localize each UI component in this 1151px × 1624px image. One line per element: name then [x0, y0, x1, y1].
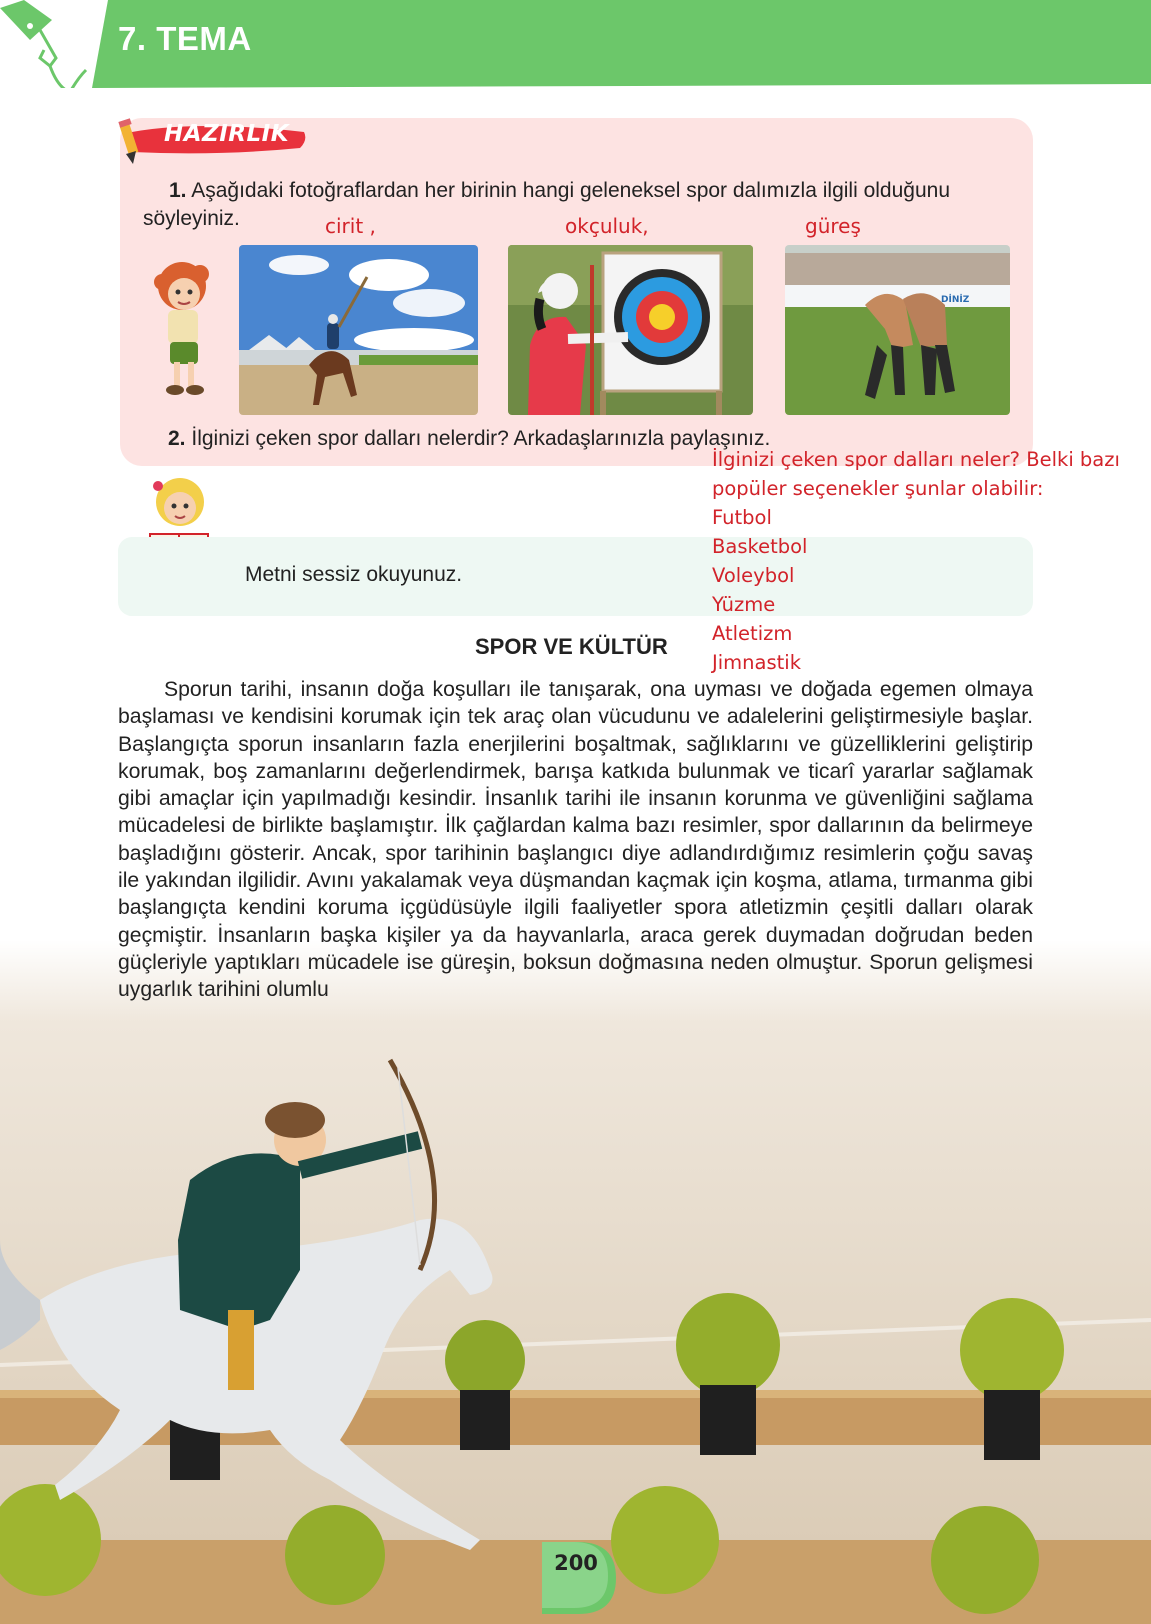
- boy-character-illustration: [148, 258, 220, 398]
- answer-cirit: cirit ,: [325, 214, 376, 238]
- pen-nib-icon: [0, 0, 86, 88]
- preparation-label: HAZIRLIK: [164, 121, 290, 147]
- answer-gures: güreş: [805, 214, 861, 238]
- handwritten-answer: [712, 445, 1151, 677]
- photo-oil-wrestling: [785, 245, 1010, 415]
- question-2-number: 2.: [168, 427, 186, 450]
- photo-cirit-horse-rider: [239, 245, 478, 415]
- answer-line: Jimnastik: [712, 651, 801, 674]
- page-number: 200: [554, 1551, 598, 1575]
- question-1-text: Aşağıdaki fotoğraflardan her birinin hangi geleneksel spor dalımızla ilgili olduğunu söyleyiniz.: [143, 179, 951, 230]
- answer-okculuk: okçuluk,: [565, 214, 649, 238]
- answer-line: Futbol: [712, 506, 772, 529]
- answer-line: popüler seçenekler şunlar olabilir:: [712, 477, 1044, 500]
- question-1-number: 1.: [169, 179, 187, 202]
- question-2: [168, 427, 770, 451]
- background-photo-mounted-archer: [0, 940, 1151, 1624]
- answer-line: İlginizi çeken spor dalları neler? Belki bazı: [712, 448, 1120, 471]
- reading-instruction: Metni sessiz okuyunuz.: [245, 563, 463, 586]
- answer-line: Atletizm: [712, 622, 793, 645]
- theme-title: 7. TEMA: [118, 20, 252, 57]
- article-body: Sporun tarihi, insanın doğa koşulları ile tanışarak, ona uyması ve doğada egemen olmaya başlaması ve kendisini korumak için tek araç olan vücudunu ve adalelerini geliştirmesiyle başlar. Başlangıçta sporun insanların fazla enerjilerini boşaltmak, sağlıklarını ve güzelliklerini geliştirip korumak, boş zamanlarını değerlendirmek, barışa katkıda bulunmak ve ticarî yararlar sağlamak gibi amaçlar için yapılmadığı kesindir. İnsanlık tarihi ile insanın korunma ve güvenliğini sağlama mücadelesi de birlikte başlamıştır. İlk çağlardan kalma bazı resimler, spor dallarının da belirmeye başladığını gösterir. Ancak, spor tarihinin başlangıcı diye adlandırdığımız resimlerin çoğu savaş ile yakından ilgilidir. Avını yakalamak veya düşmandan kaçmak için koşma, atlama, tırmanma gibi başlangıçta kendini koruma içgüdüsüyle ilgili faaliyetler spora atletizmin çeşitli dalları olarak geçmiştir. İnsanların başka kişiler ya da hayvanlarla, araca gerek duymadan doğrudan beden güçleriyle yaptıkları mücadele ise güreşin, boksun doğmasına neden olmuştur. Sporun gelişmesi uygarlık tarihini olumlu: [118, 678, 1033, 1002]
- photo-archery-target: [508, 245, 753, 415]
- question-2-text: İlginizi çeken spor dalları nelerdir? Arkadaşlarınızla paylaşınız.: [191, 427, 771, 450]
- stadium-banner-text: DİNİZ: [941, 295, 970, 305]
- article-title: SPOR VE KÜLTÜR: [475, 634, 668, 659]
- answer-line: Voleybol: [712, 564, 795, 587]
- answer-line: Basketbol: [712, 535, 808, 558]
- answer-line: Yüzme: [712, 593, 776, 616]
